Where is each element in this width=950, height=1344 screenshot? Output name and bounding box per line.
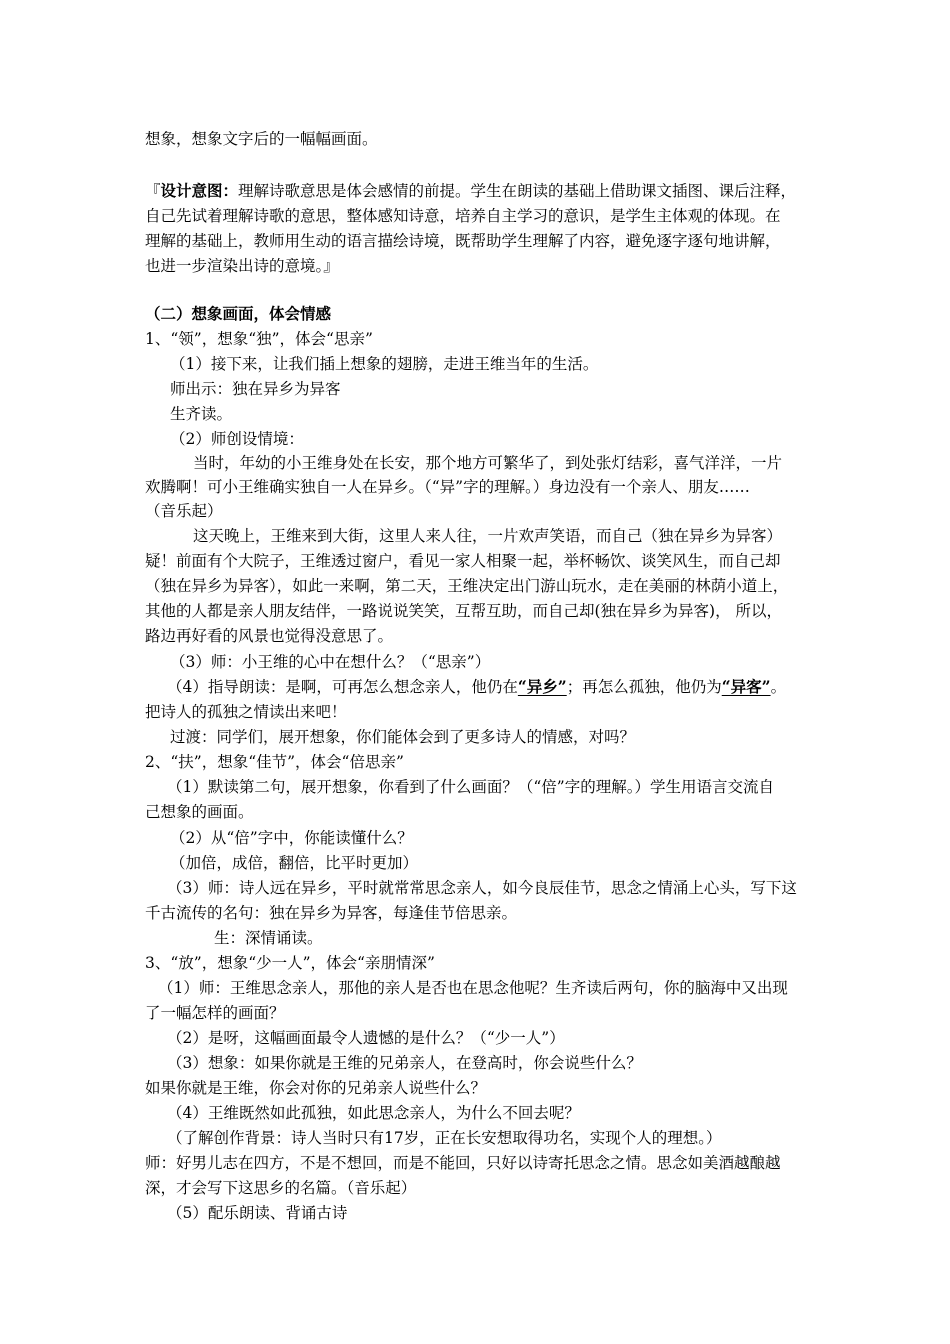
part2-title: 2、“扶”，想象“佳节”，体会“倍思亲” [145,753,404,771]
section-heading: （二）想象画面，体会情感 [145,304,332,323]
scene-paragraph-2-line-1: 这天晚上，王维来到大街，这里人来人往，一片欢声笑语，而自己（独在异乡为异客） [193,527,783,545]
design-note-line-1 [145,181,815,201]
part2-step3-line-2: 千古流传的名句：独在异乡为异客，每逢佳节倍思亲。 [145,904,518,922]
part2-step3-line-1: （3）师：诗人远在异乡，平时就常常思念亲人，如今良辰佳节，思念之情涌上心头，写下这 [167,879,797,897]
part2-step2-answer: （加倍，成倍，翻倍，比平时更加） [170,854,419,872]
part3-step2: （2）是呀，这幅画面最令人遗憾的是什么？（“少一人”） [167,1029,565,1047]
design-note-line-4: 也进一步渲染出诗的意境。』 [145,257,339,275]
part1-step4 [167,677,837,697]
part3-step4: （4）王维既然如此孤独，如此思念亲人，为什么不回去呢？ [167,1104,580,1122]
design-note-line-2: 自己先试着理解诗歌的意思，整体感知诗意，培养自主学习的意识，是学生主体观的体现。在 [145,207,781,225]
design-note-label: 设计意图 [160,181,223,200]
part3-teacher-line-1: 师：好男儿志在四方，不是不想回，而是不能回，只好以诗寄托思念之情。思念如美酒越酿越 [145,1154,781,1172]
part1-step1: （1）接下来，让我们插上想象的翅膀，走进王维当年的生活。 [170,355,599,373]
scene-paragraph-1-line-1: 当时，年幼的小王维身处在长安，那个地方可繁华了，到处张灯结彩，喜气洋洋，一片 [193,454,783,472]
part3-step3: （3）想象：如果你就是王维的兄弟亲人，在登高时，你会说些什么？ [167,1054,642,1072]
part1-title: 1、“领”，想象“独”，体会“思亲” [145,330,373,348]
part3-step5: （5）配乐朗读、背诵古诗 [167,1204,348,1222]
part3-background: （了解创作背景：诗人当时只有17岁，正在长安想取得功名，实现个人的理想。） [167,1129,722,1147]
scene-paragraph-1-line-3: （音乐起） [145,502,223,520]
step4-text-a: （4）指导朗读：是啊，可再怎么想念亲人，他仍在 [167,678,518,696]
design-note-text: 理解诗歌意思是体会感情的前提。学生在朗读的基础上借助课文插图、课后注释， [238,182,797,200]
part3-title: 3、“放”，想象“少一人”，体会“亲朋情深” [145,954,435,972]
part2-students-recite: 生：深情诵读。 [214,929,323,947]
part2-step1-line-2: 己想象的画面。 [145,803,254,821]
part1-step4-line-2: 把诗人的孤独之情读出来吧！ [145,703,347,721]
underlined-yixiang: “异乡” [517,677,567,696]
part3-teacher-line-2: 深，才会写下这思乡的名篇。（音乐起） [145,1179,417,1197]
part1-students-read: 生齐读。 [170,405,233,423]
scene-paragraph-1-line-2: 欢腾啊！可小王维确实独自一人在异乡。（“异”字的理解。）身边没有一个亲人、朋友…… [145,478,750,496]
design-note-colon: ： [222,181,239,200]
part3-step1-line-1: （1）师：王维思念亲人，那他的亲人是否也在思念他呢？生齐读后两句，你的脑海中又出现 [158,979,788,997]
intro-line: 想象，想象文字后的一幅幅画面。 [145,130,378,148]
scene-paragraph-2-line-4: 其他的人都是亲人朋友结伴，一路说说笑笑，互帮互助，而自己却(独在异乡为异客)， 所以， [145,602,783,620]
part2-step2: （2）从“倍”字中，你能读懂什么？ [170,829,413,847]
transition-line: 过渡：同学们，展开想象，你们能体会到了更多诗人的情感，对吗？ [170,728,636,746]
scene-paragraph-2-line-5: 路边再好看的风景也觉得没意思了。 [145,627,394,645]
step4-text-b: ；再怎么孤独，他仍为 [566,678,722,696]
step4-text-c: 。 [770,678,787,696]
scene-paragraph-2-line-3: （独在异乡为异客），如此一来啊，第二天，王维决定出门游山玩水，走在美丽的林荫小道上， [145,577,789,595]
part1-step2: （2）师创设情境： [170,430,304,448]
part1-teacher-show: 师出示：独在异乡为异客 [170,380,341,398]
scene-paragraph-2-line-2: 疑！前面有个大院子，王维透过窗户，看见一家人相聚一起，举杯畅饮、谈笑风生，而自己却 [145,552,781,570]
part3-step1-line-2: 了一幅怎样的画面？ [145,1004,285,1022]
part1-step3: （3）师：小王维的心中在想什么？（“思亲”） [170,653,491,671]
part3-step3-line-2: 如果你就是王维，你会对你的兄弟亲人说些什么？ [145,1079,487,1097]
underlined-yike: “异客” [721,677,771,696]
design-note-open-bracket: 『 [145,182,161,200]
part2-step1-line-1: （1）默读第二句，展开想象，你看到了什么画面？（“倍”字的理解。）学生用语言交流自 [167,778,774,796]
design-note-line-3: 理解的基础上，教师用生动的语言描绘诗境，既帮助学生理解了内容，避免逐字逐句地讲解， [145,232,781,250]
